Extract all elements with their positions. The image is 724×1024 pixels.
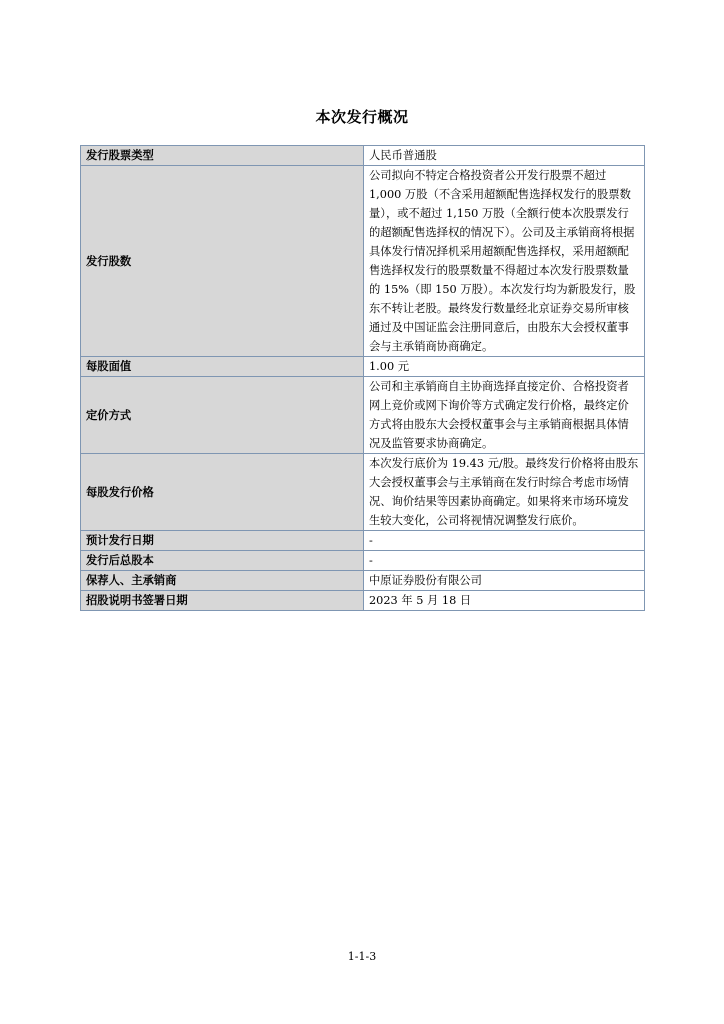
row-label: 保荐人、主承销商 xyxy=(81,571,364,591)
table-row xyxy=(81,551,645,571)
row-value: 本次发行底价为 19.43 元/股。最终发行价格将由股东大会授权董事会与主承销商在发行时综合考虑市场情况、询价结果等因素协商确定。如果将来市场环境发生较大变化，公司将视情况调整发行底价。 xyxy=(364,454,645,531)
row-label: 定价方式 xyxy=(81,377,364,454)
table-row xyxy=(81,166,645,357)
issuance-overview-table xyxy=(80,145,645,611)
row-label: 招股说明书签署日期 xyxy=(81,591,364,611)
row-value: 中原证券股份有限公司 xyxy=(364,571,645,591)
row-value: 公司拟向不特定合格投资者公开发行股票不超过 1,000 万股（不含采用超额配售选择权发行的股票数量），或不超过 1,150 万股（全额行使本次股票发行的超额配售选择权的情况下）。公司及主承销商将根据具体发行情况择机采用超额配售选择权，采用超额配售选择权发行的股票数量不得超过本次发行股票数量的 15%（即 150 万股）。本次发行均为新股发行，股东不转让老股。最终发行数量经北京证券交易所审核通过及中国证监会注册同意后，由股东大会授权董事会与主承销商协商确定。 xyxy=(364,166,645,357)
page-number: 1-1-3 xyxy=(347,950,377,963)
row-label: 发行后总股本 xyxy=(81,551,364,571)
row-value: - xyxy=(364,531,645,551)
row-value: 1.00 元 xyxy=(364,357,645,377)
table-row xyxy=(81,357,645,377)
table-row xyxy=(81,454,645,531)
table-row xyxy=(81,531,645,551)
table-row xyxy=(81,377,645,454)
row-label: 每股面值 xyxy=(81,357,364,377)
row-label: 发行股票类型 xyxy=(81,146,364,166)
row-value: 2023 年 5 月 18 日 xyxy=(364,591,645,611)
row-value: 人民币普通股 xyxy=(364,146,645,166)
page-title: 本次发行概况 xyxy=(315,108,409,126)
table-row xyxy=(81,591,645,611)
row-label: 发行股数 xyxy=(81,166,364,357)
table-row xyxy=(81,571,645,591)
row-value: - xyxy=(364,551,645,571)
row-label: 每股发行价格 xyxy=(81,454,364,531)
row-value: 公司和主承销商自主协商选择直接定价、合格投资者网上竞价或网下询价等方式确定发行价格，最终定价方式将由股东大会授权董事会与主承销商根据具体情况及监管要求协商确定。 xyxy=(364,377,645,454)
table-row xyxy=(81,146,645,166)
row-label: 预计发行日期 xyxy=(81,531,364,551)
